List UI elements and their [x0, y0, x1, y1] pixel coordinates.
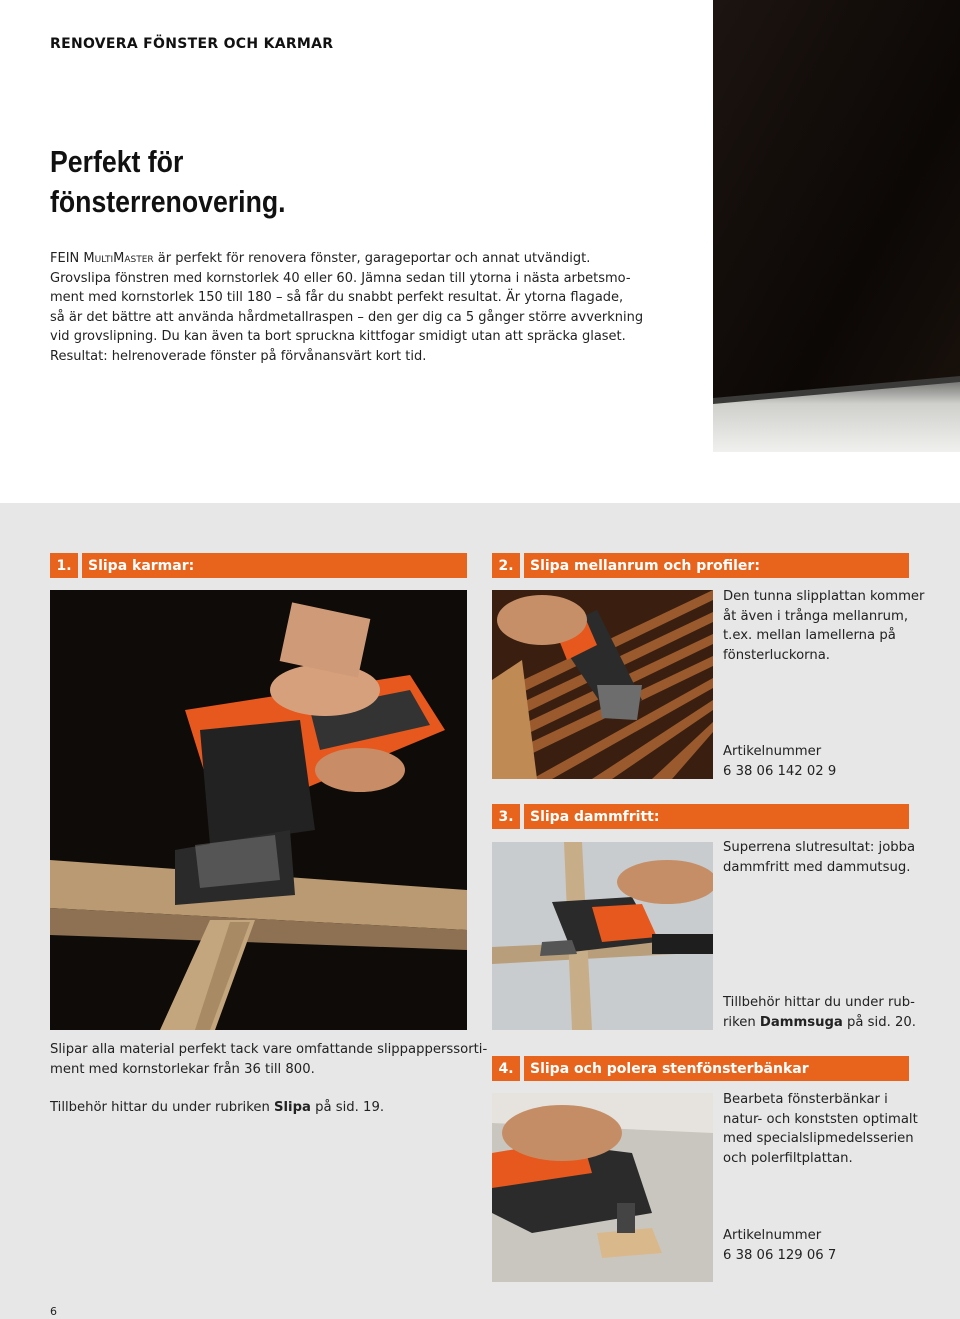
headline-line-1: Perfekt för: [50, 144, 184, 179]
intro-line-1-rest: är perfekt för renovera fönster, garageportar och annat utvändigt.: [153, 251, 591, 266]
description-line: natur- och konststen optimalt: [723, 1111, 918, 1127]
step-3-title: Slipa dammfritt:: [524, 804, 909, 829]
dust-extraction-photo: [492, 842, 713, 1030]
intro-line: vid grovslipning. Du kan även ta bort spruckna kittfogar smidigt utan att spräcka glaset.: [50, 329, 626, 344]
brand-product: MultiMaster: [83, 251, 154, 266]
article-number: 6 38 06 129 06 7: [723, 1247, 837, 1263]
step-3-description: [723, 838, 915, 877]
accessory-keyword: Slipa: [274, 1100, 311, 1115]
hero-photo: [713, 0, 960, 452]
article-number: 6 38 06 142 02 9: [723, 763, 837, 779]
step-2-title: Slipa mellanrum och profiler:: [524, 553, 909, 578]
hero-photo-art: [713, 0, 960, 452]
article-label: Artikelnummer: [723, 744, 822, 759]
accessory-line: [723, 1013, 916, 1033]
article-label: Artikelnummer: [723, 1228, 822, 1243]
caption-line: Slipar alla material perfekt tack vare omfattande slippapperssorti-: [50, 1042, 488, 1057]
stone-sill-photo: [492, 1093, 713, 1282]
caption-line: ment med kornstorlekar från 36 till 800.: [50, 1061, 315, 1077]
section-label: RENOVERA FÖNSTER OCH KARMAR: [50, 36, 334, 52]
step-1-title: Slipa karmar:: [82, 553, 467, 578]
description-line: t.ex. mellan lamellerna på: [723, 628, 896, 643]
step-2-article: [723, 742, 836, 781]
step-1-accessory-note: [50, 1098, 384, 1118]
step-2-number: 2.: [492, 553, 520, 578]
description-line: Superrena slutresultat: jobba: [723, 840, 916, 855]
description-line: åt även i trånga mellanrum,: [723, 608, 909, 624]
headline-line-2: fönsterrenovering.: [50, 184, 286, 219]
accessory-line: [50, 1098, 384, 1118]
step-3-header: [492, 804, 909, 829]
step-3-photo: [492, 842, 713, 1030]
sanding-frame-photo: [50, 590, 467, 1030]
step-2-photo: [492, 590, 713, 779]
intro-paragraph: [50, 249, 644, 366]
page-headline: [50, 142, 286, 222]
description-line: fönsterluckorna.: [723, 647, 830, 663]
intro-line: Resultat: helrenoverade fönster på förvånansvärt kort tid.: [50, 348, 427, 364]
step-1-photo: [50, 590, 467, 1030]
accessory-suffix: på sid. 19.: [310, 1100, 385, 1115]
step-4-article: [723, 1226, 836, 1265]
accessory-prefix: riken: [723, 1014, 760, 1030]
step-2-header: [492, 553, 909, 578]
brand-fein: FEIN: [50, 251, 84, 266]
description-line: med specialslipmedelsserien: [723, 1131, 914, 1146]
step-4-number: 4.: [492, 1056, 520, 1081]
step-4-title: Slipa och polera stenfönsterbänkar: [524, 1056, 909, 1081]
step-3-accessory-note: [723, 993, 916, 1032]
description-line: och polerfiltplattan.: [723, 1150, 853, 1166]
description-line: Bearbeta fönsterbänkar i: [723, 1092, 888, 1107]
step-1-number: 1.: [50, 553, 78, 578]
step-2-description: [723, 587, 924, 665]
step-3-number: 3.: [492, 804, 520, 829]
accessory-suffix: på sid. 20.: [842, 1014, 916, 1030]
intro-line: Grovslipa fönstren med kornstorlek 40 eller 60. Jämna sedan till ytorna i nästa arbetsmo-: [50, 270, 631, 286]
step-1-header: [50, 553, 467, 578]
description-line: Den tunna slipplattan kommer: [723, 589, 925, 604]
accessory-prefix: Tillbehör hittar du under rubriken: [50, 1100, 275, 1115]
page-number: 6: [50, 1305, 57, 1318]
intro-line: ment med kornstorlek 150 till 180 – så får du snabbt perfekt resultat. Är ytorna flagade,: [50, 290, 624, 305]
shutter-slats-photo: [492, 590, 713, 779]
accessory-keyword: Dammsuga: [759, 1014, 843, 1030]
accessory-line: Tillbehör hittar du under rub-: [723, 995, 915, 1010]
intro-line: [50, 249, 610, 269]
step-1-caption: [50, 1040, 487, 1079]
intro-line: så är det bättre att använda hårdmetallraspen – den ger dig ca 5 gånger större avverkning: [50, 309, 644, 325]
step-4-photo: [492, 1093, 713, 1282]
step-4-header: [492, 1056, 909, 1081]
step-4-description: [723, 1090, 918, 1168]
description-line: dammfritt med dammutsug.: [723, 859, 911, 875]
